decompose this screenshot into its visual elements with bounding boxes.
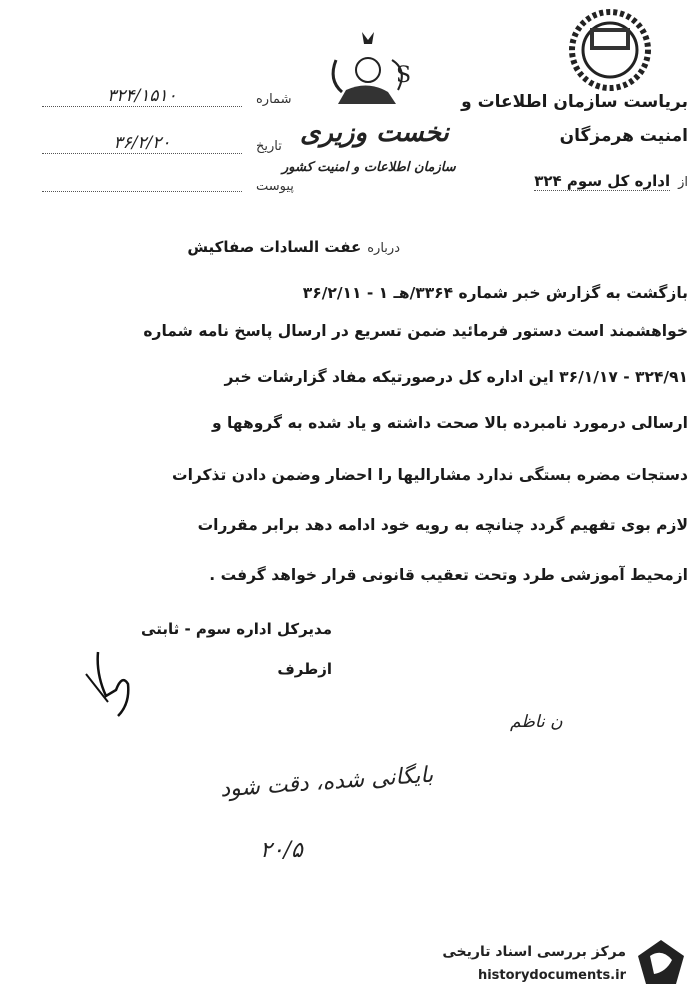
attachment-line: [42, 190, 242, 192]
attachment-label: پیوست: [256, 179, 294, 194]
org-line-2: امنیت هرمزگان: [559, 126, 688, 146]
svg-text:S: S: [396, 63, 412, 88]
number-label: شماره: [256, 92, 292, 107]
date-value: ۳۶/۲/۲۰: [42, 133, 242, 154]
handwritten-reference: ۲۰/۵: [260, 838, 303, 863]
signature-on-behalf: ازطرف: [277, 660, 332, 678]
ministry-seal-icon: [540, 6, 680, 96]
watermark-name: مرکز بررسی اسناد تاریخی: [442, 944, 626, 960]
body-line-5: دستجات مضره بستگی ندارد مشارالیها را احضار وضمن دادن تذکرات: [172, 466, 688, 484]
subject-line: [187, 238, 400, 256]
from-label: از: [678, 175, 688, 190]
body-line-1: بازگشت به گزارش خبر شماره ۳۳۶۴/هـ ۱ - ۳۶/۲/۱۱: [302, 284, 688, 302]
letterhead-center-subtitle: سازمان اطلاعات و امنیت کشور: [282, 160, 456, 175]
number-value: ۳۲۴/۱۵۱۰: [42, 86, 242, 107]
body-line-3: ۳۲۴/۹۱ - ۳۶/۱/۱۷ این اداره کل درصورتیکه مفاد گزارشات خبر: [224, 368, 688, 386]
org-line-1: بریاست سازمان اطلاعات و: [461, 92, 688, 112]
lion-and-sun-emblem-icon: [318, 30, 418, 120]
body-line-7: ازمحیط آموزشی طرد وتحت تعقیب قانونی قرار خواهد گرفت .: [209, 566, 688, 584]
handwritten-note-line-1: ن ناظم: [510, 712, 563, 732]
body-line-4: ارسالی درمورد نامبرده بالا صحت داشته و یاد شده به گروهها و: [211, 414, 688, 432]
subject-value: عفت السادات صفاکیش: [187, 238, 362, 256]
watermark-url: historydocuments.ir: [477, 968, 626, 983]
body-line-6: لازم بوی تفهیم گردد چنانچه به رویه خود ادامه دهد برابر مقررات: [197, 516, 688, 534]
handwritten-note-line-2: بایگانی شده، دقت شود: [219, 762, 434, 803]
date-label: تاریخ: [256, 139, 282, 154]
archive-logo-icon: [636, 938, 686, 988]
from-value: اداره کل سوم ۳۲۴: [534, 172, 671, 190]
handwritten-signature-icon: [78, 644, 148, 724]
signature-title: مدیرکل اداره سوم - ثابتی: [141, 620, 332, 638]
letterhead-center-title: نخست وزیری: [300, 118, 449, 148]
subject-label: درباره: [367, 241, 400, 256]
from-line: [534, 172, 688, 191]
body-line-2: خواهشمند است دستور فرمائید ضمن تسریع در ارسال پاسخ نامه شماره: [143, 322, 688, 340]
